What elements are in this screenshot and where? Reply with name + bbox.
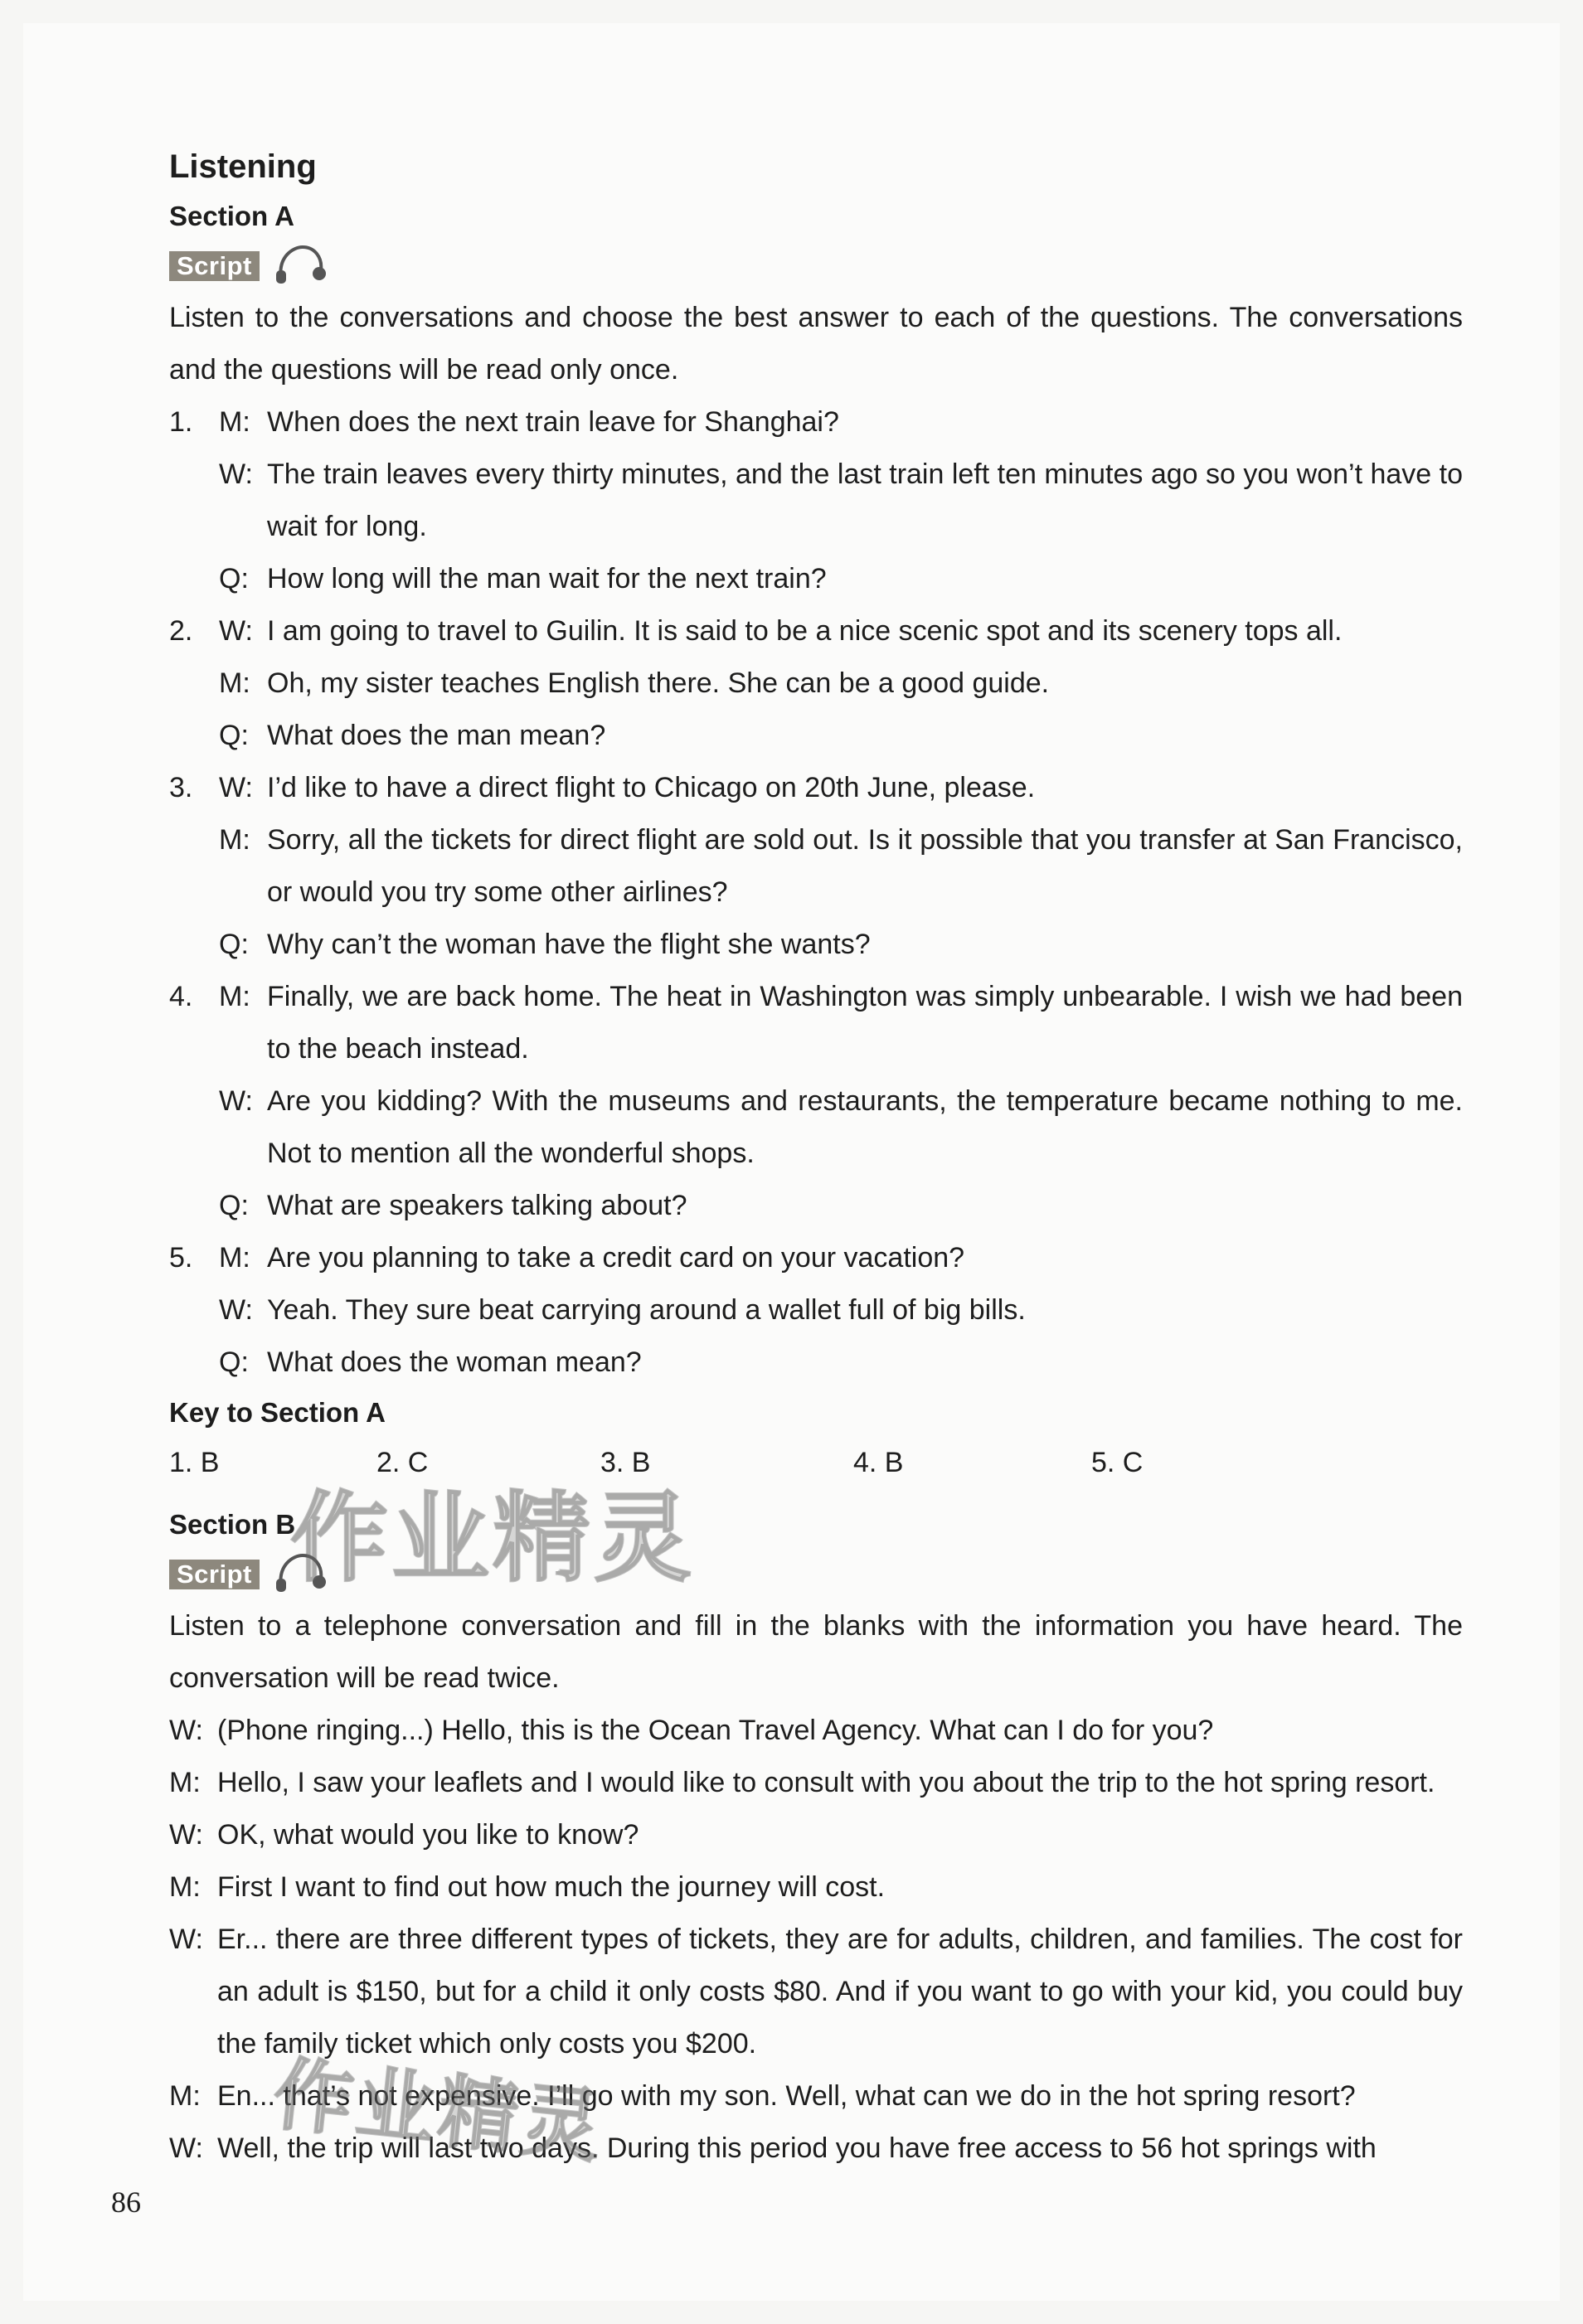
- dialogue-turn: [219, 1180, 1463, 1232]
- dialogue-text: Oh, my sister teaches English there. She can be a good guide.: [267, 667, 1050, 699]
- dialogue-turn: [169, 1861, 1463, 1914]
- speaker-label: Q:: [219, 929, 249, 960]
- question-item: [169, 605, 1463, 762]
- speaker-label: W:: [219, 772, 253, 803]
- dialogue-turn: [219, 396, 1463, 449]
- dialogue-text: En... that’s not expensive. I’ll go with my son. Well, what can we do in the hot spring resort?: [217, 2080, 1356, 2112]
- dialogue-turn: [219, 1075, 1463, 1180]
- question-item: [169, 762, 1463, 971]
- speaker-label: W:: [169, 1924, 203, 1955]
- answer-key: 3. B: [600, 1447, 651, 1478]
- dialogue-text: What does the woman mean?: [267, 1346, 642, 1378]
- dialogue-text: Sorry, all the tickets for direct flight are sold out. Is it possible that you transfer at San Francisco, or would you try some other airlines?: [267, 824, 1463, 908]
- dialogue-turn: [219, 449, 1463, 553]
- dialogue-text: The train leaves every thirty minutes, and the last train left ten minutes ago so you won’t have to wait for long.: [267, 458, 1463, 542]
- dialogue-text: Yeah. They sure beat carrying around a wallet full of big bills.: [267, 1294, 1026, 1326]
- section-b-title: Section B: [169, 1509, 296, 1540]
- speaker-label: M:: [169, 2080, 201, 2112]
- question-item: [169, 1232, 1463, 1389]
- answer-key: 4. B: [853, 1447, 904, 1478]
- speaker-label: M:: [219, 406, 250, 438]
- dialogue-text: Are you planning to take a credit card on your vacation?: [267, 1242, 965, 1274]
- speaker-label: Q:: [219, 720, 249, 751]
- dialogue-turn: [219, 814, 1463, 919]
- dialogue-turn: [219, 553, 1463, 605]
- dialogue-text: What are speakers talking about?: [267, 1190, 687, 1221]
- dialogue-text: When does the next train leave for Shanghai?: [267, 406, 839, 438]
- speaker-label: M:: [169, 1871, 201, 1903]
- speaker-label: W:: [169, 2132, 203, 2164]
- dialogue-text: What does the man mean?: [267, 720, 606, 751]
- question-number: 5.: [169, 1242, 193, 1274]
- section-a-script-label-row: [169, 240, 1463, 292]
- speaker-label: W:: [219, 615, 253, 647]
- answer-key: 2. C: [376, 1447, 429, 1478]
- dialogue-turn: [219, 1337, 1463, 1389]
- speaker-label: M:: [219, 824, 250, 856]
- question-number: 3.: [169, 772, 193, 803]
- section-a-instructions: Listen to the conversations and choose the best answer to each of the questions. The conversations and the questions will be read only once.: [169, 302, 1463, 386]
- section-b-instructions: Listen to a telephone conversation and fill in the blanks with the information you have heard. The conversation will be read twice.: [169, 1610, 1463, 1694]
- speaker-label: W:: [219, 1294, 253, 1326]
- dialogue-text: Er... there are three different types of tickets, they are for adults, children, and families. The cost for an adult is $150, but for a child it only costs $80. And if you want to go with your kid, you could buy the family ticket which only costs you $200.: [217, 1924, 1463, 2060]
- dialogue-turn: [219, 919, 1463, 971]
- speaker-label: W:: [219, 458, 253, 490]
- page-number: 86: [111, 2186, 141, 2219]
- dialogue-turn: [219, 1232, 1463, 1284]
- speaker-label: M:: [219, 981, 250, 1012]
- dialogue-text: First I want to find out how much the journey will cost.: [217, 1871, 886, 1903]
- dialogue-turn: [219, 657, 1463, 710]
- dialogue-turn: [219, 1284, 1463, 1337]
- dialogue-text: Why can’t the woman have the flight she wants?: [267, 929, 871, 960]
- dialogue-turn: [169, 1705, 1463, 1757]
- dialogue-turn: [169, 1757, 1463, 1809]
- speaker-label: M:: [169, 1767, 201, 1798]
- question-number: 1.: [169, 406, 193, 438]
- document-body: [169, 141, 1463, 2175]
- headphone-icon: [274, 245, 326, 287]
- dialogue-text: OK, what would you like to know?: [217, 1819, 639, 1851]
- dialogue-text: I am going to travel to Guilin. It is said to be a nice scenic spot and its scenery tops all.: [267, 615, 1343, 647]
- speaker-label: Q:: [219, 1346, 249, 1378]
- dialogue-text: Well, the trip will last two days. During this period you have free access to 56 hot springs with: [217, 2132, 1377, 2164]
- answer-key: 1. B: [169, 1447, 220, 1478]
- dialogue-text: (Phone ringing...) Hello, this is the Ocean Travel Agency. What can I do for you?: [217, 1715, 1214, 1746]
- dialogue-turn: [169, 1809, 1463, 1861]
- dialogue-text: How long will the man wait for the next train?: [267, 563, 827, 594]
- speaker-label: W:: [219, 1085, 253, 1117]
- dialogue-turn: [219, 710, 1463, 762]
- script-badge: Script: [169, 1560, 260, 1589]
- dialogue-turn: [219, 971, 1463, 1075]
- question-item: [169, 971, 1463, 1232]
- dialogue-turn: [219, 762, 1463, 814]
- key-section-a-title: Key to Section A: [169, 1397, 386, 1428]
- speaker-label: M:: [219, 667, 250, 699]
- speaker-label: Q:: [219, 1190, 249, 1221]
- question-number: 2.: [169, 615, 193, 647]
- dialogue-text: Hello, I saw your leaflets and I would like to consult with you about the trip to the hot spring resort.: [217, 1767, 1435, 1798]
- watermark: 作业精灵: [269, 2047, 609, 2175]
- speaker-label: W:: [169, 1819, 203, 1851]
- dialogue-text: Finally, we are back home. The heat in Washington was simply unbearable. I wish we had been to the beach instead.: [267, 981, 1463, 1065]
- answer-key: 5. C: [1091, 1447, 1144, 1478]
- question-number: 4.: [169, 981, 193, 1012]
- speaker-label: M:: [219, 1242, 250, 1274]
- speaker-label: W:: [169, 1715, 203, 1746]
- speaker-label: Q:: [219, 563, 249, 594]
- section-a-questions: [169, 396, 1463, 1389]
- question-item: [169, 396, 1463, 605]
- listening-heading: Listening: [169, 148, 317, 185]
- dialogue-text: Are you kidding? With the museums and restaurants, the temperature became nothing to me. Not to mention all the wonderful shops.: [267, 1085, 1463, 1169]
- section-a-title: Section A: [169, 201, 294, 231]
- dialogue-text: I’d like to have a direct flight to Chicago on 20th June, please.: [267, 772, 1036, 803]
- dialogue-turn: [219, 605, 1463, 657]
- watermark: 作业精灵: [290, 1481, 696, 1595]
- script-badge: Script: [169, 251, 260, 281]
